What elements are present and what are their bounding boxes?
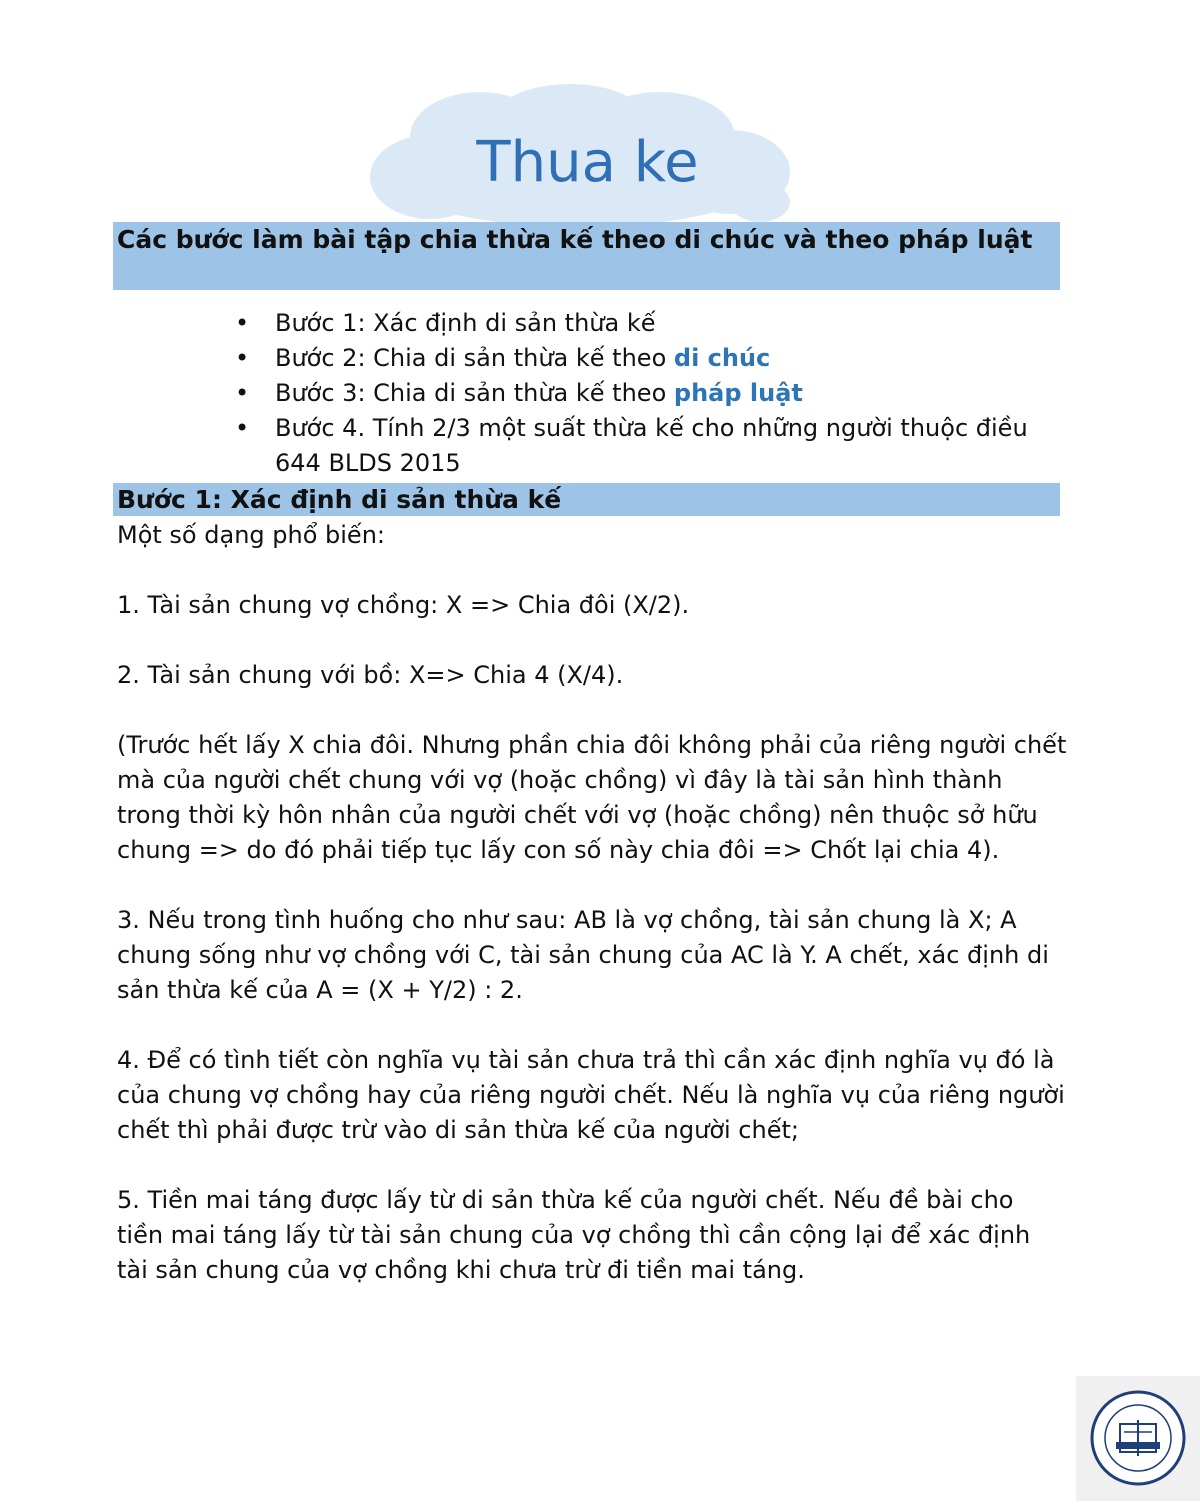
body-text [117,518,1067,1323]
bullet-icon: • [235,344,250,372]
list-item: • Bước 4. Tính 2/3 một suất thừa kế cho những người thuộc điều 644 BLDS 2015 [235,411,1045,481]
section-heading-step1: Bước 1: Xác định di sản thừa kế [113,483,1060,516]
section-heading-steps: Các bước làm bài tập chia thừa kế theo di chúc và theo pháp luật [113,222,1060,290]
paragraph: 1. Tài sản chung vợ chồng: X => Chia đôi (X/2). [117,591,690,619]
paragraph: 2. Tài sản chung với bồ: X=> Chia 4 (X/4). [117,661,624,689]
list-item: • Bước 2: Chia di sản thừa kế theo di chúc [235,341,1045,376]
bullet-icon: • [235,379,250,407]
paragraph: 3. Nếu trong tình huống cho như sau: AB là vợ chồng, tài sản chung là X; A chung sống như vợ chồng với C, tài sản chung của AC là Y. A chết, xác định di sản thừa kế của A = (X + Y/2) : 2. [117,906,1049,1004]
accent-link-phap-luat: pháp luật [673,379,803,407]
paragraph: (Trước hết lấy X chia đôi. Nhưng phần chia đôi không phải của riêng người chết mà của người chết chung với vợ (hoặc chồng) vì đây là tài sản hình thành trong thời kỳ hôn nhân của người chết với vợ (hoặc chồng) nên thuộc sở hữu chung => do đó phải tiếp tục lấy con số này chia đôi => Chốt lại chia 4). [117,731,1067,864]
notary-stamp [1076,1376,1200,1501]
notary-seal-icon [1076,1376,1200,1501]
steps-list [235,306,1045,481]
intro-text: Một số dạng phổ biến: [117,521,385,549]
paragraph: 5. Tiền mai táng được lấy từ di sản thừa kế của người chết. Nếu đề bài cho tiền mai táng lấy từ tài sản chung của vợ chồng thì cần cộng lại để xác định tài sản chung của vợ chồng khi chưa trừ đi tiền mai táng. [117,1186,1031,1284]
accent-link-di-chuc: di chúc [673,344,771,372]
bullet-icon: • [235,414,250,442]
document-title: Thua ke [476,130,699,195]
list-item: • Bước 3: Chia di sản thừa kế theo pháp luật [235,376,1045,411]
bullet-icon: • [235,309,250,337]
list-item: • Bước 1: Xác định di sản thừa kế [235,306,1045,341]
paragraph: 4. Để có tình tiết còn nghĩa vụ tài sản chưa trả thì cần xác định nghĩa vụ đó là của chung vợ chồng hay của riêng người chết. Nếu là nghĩa vụ của riêng người chết thì phải được trừ vào di sản thừa kế của người chết; [117,1046,1065,1144]
